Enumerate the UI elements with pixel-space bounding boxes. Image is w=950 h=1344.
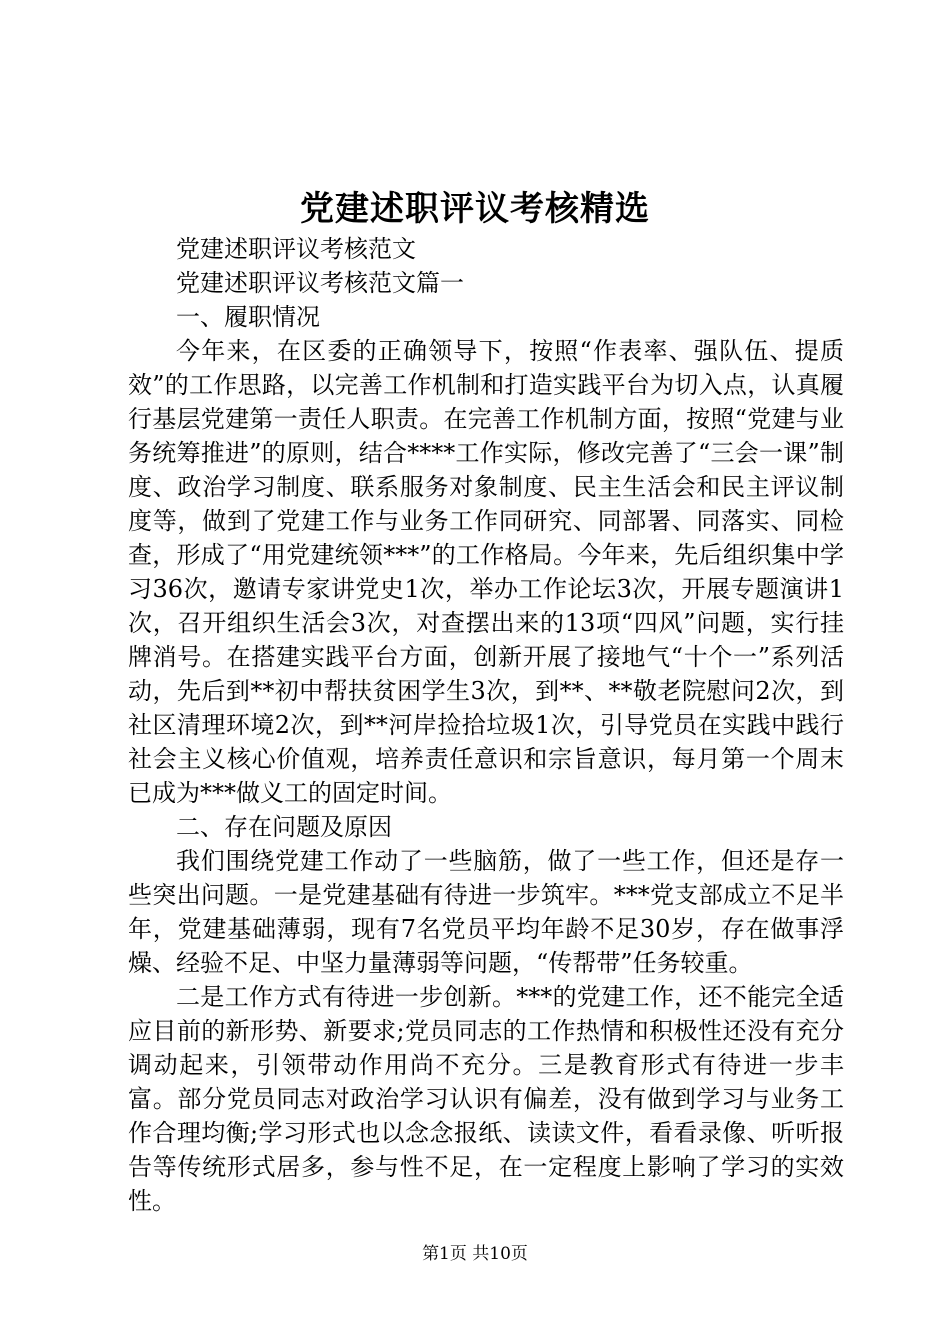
document-title: 党建述职评议考核精选 (300, 189, 650, 229)
paragraph-subheading: 党建述职评议考核范文篇一 (176, 269, 464, 297)
document-body (128, 232, 844, 1218)
page-total: 共10页 (472, 1244, 528, 1264)
page-footer (0, 1242, 950, 1266)
section-heading-problems: 二、存在问题及原因 (176, 813, 392, 841)
section-heading-duties: 一、履职情况 (176, 303, 320, 331)
paragraph-problems: 我们围绕党建工作动了一些脑筋，做了一些工作，但还是存一些突出问题。一是党建基础有待进一步筑牢。***党支部成立不足半年，党建基础薄弱，现有7名党员平均年龄不足30岁，存在做事浮燥、经验不足、中坚力量薄弱等问题，“传帮带”任务较重。 (128, 847, 844, 977)
paragraph-heading: 党建述职评议考核范文 (176, 235, 416, 263)
paragraph-problems-continued: 二是工作方式有待进一步创新。***的党建工作，还不能完全适应目前的新形势、新要求;党员同志的工作热情和积极性还没有充分调动起来，引领带动作用尚不充分。三是教育形式有待进一步丰富。部分党员同志对政治学习认识有偏差，没有做到学习与业务工作合理均衡;学习形式也以念念报纸、读读文件，看看录像、听听报告等传统形式居多，参与性不足，在一定程度上影响了学习的实效性。 (128, 983, 844, 1215)
paragraph-duties: 今年来，在区委的正确领导下，按照“作表率、强队伍、提质效”的工作思路，以完善工作机制和打造实践平台为切入点，认真履行基层党建第一责任人职责。在完善工作机制方面，按照“党建与业务统筹推进”的原则，结合****工作实际，修改完善了“三会一课”制度、政治学习制度、联系服务对象制度、民主生活会和民主评议制度等，做到了党建工作与业务工作同研究、同部署、同落实、同检查，形成了“用党建统领***”的工作格局。今年来，先后组织集中学习36次，邀请专家讲党史1次，举办工作论坛3次，开展专题演讲1次，召开组织生活会3次，对查摆出来的13项“四风”问题，实行挂牌消号。在搭建实践平台方面，创新开展了接地气“十个一”系列活动，先后到**初中帮扶贫困学生3次，到**、**敬老院慰问2次，到社区清理环境2次，到**河岸捡拾垃圾1次，引导党员在实践中践行社会主义核心价值观，培养责任意识和宗旨意识，每月第一个周末已成为***做义工的固定时间。 (128, 337, 844, 807)
page-number: 第1页 (422, 1244, 467, 1264)
